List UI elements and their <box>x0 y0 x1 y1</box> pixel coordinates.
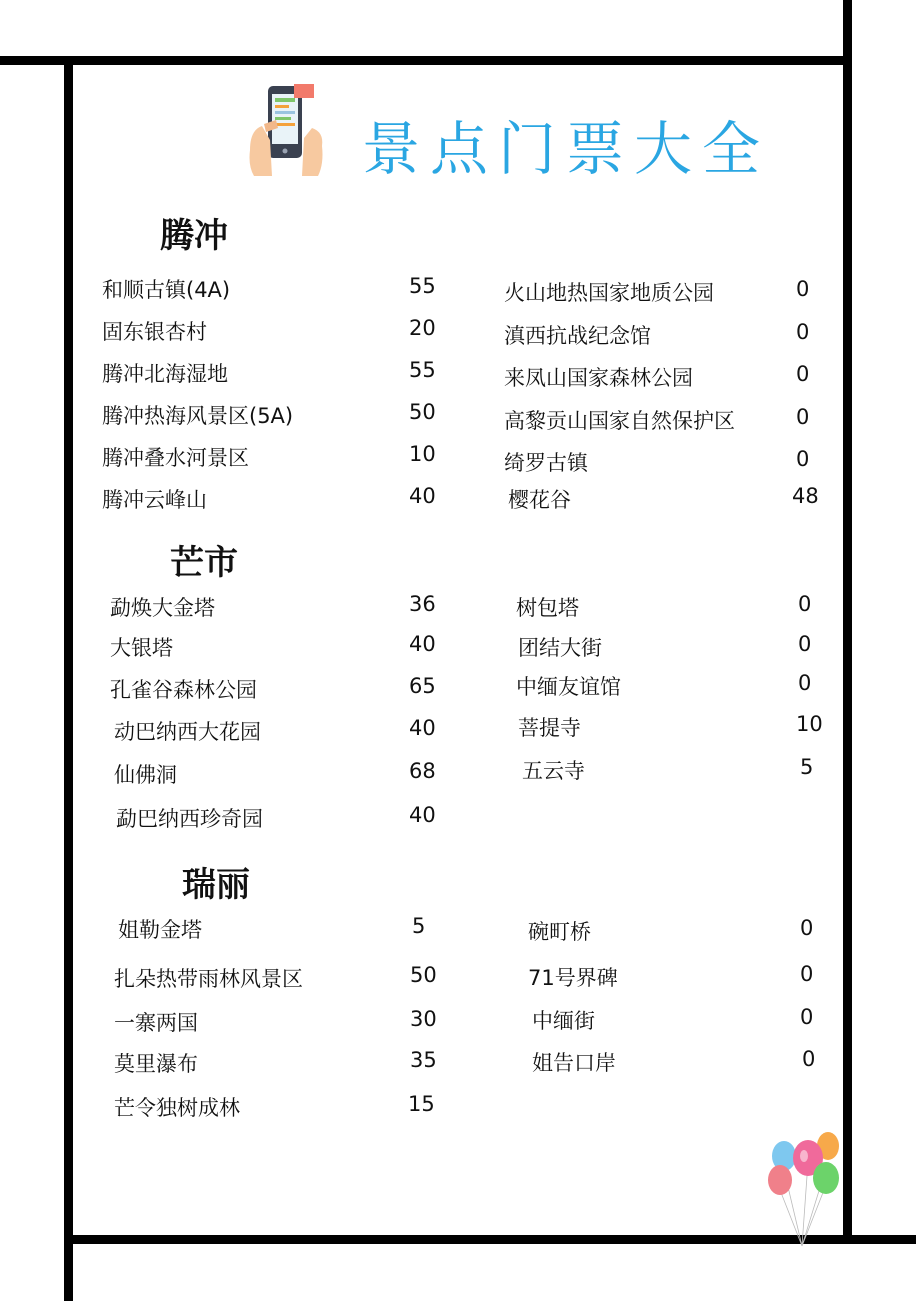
list-item <box>102 400 442 430</box>
attraction-name: 腾冲北海湿地 <box>102 362 228 386</box>
attraction-name: 勐巴纳西珍奇园 <box>116 807 263 831</box>
ticket-price: 40 <box>409 803 436 827</box>
attraction-name: 中缅友谊馆 <box>516 675 621 699</box>
list-item <box>528 916 818 946</box>
ticket-price: 5 <box>412 914 426 938</box>
list-item <box>118 914 442 944</box>
list-item <box>114 1092 442 1122</box>
ticket-price: 68 <box>409 759 436 783</box>
list-item <box>114 716 442 746</box>
page-title: 景点门票大全 <box>362 115 771 183</box>
ticket-price: 20 <box>409 316 436 340</box>
ticket-price: 50 <box>409 400 436 424</box>
attraction-name: 樱花谷 <box>508 488 571 512</box>
list-item <box>516 592 816 622</box>
attraction-name: 高黎贡山国家自然保护区 <box>504 409 735 433</box>
attraction-name: 来凤山国家森林公园 <box>504 366 693 390</box>
ticket-price: 0 <box>798 671 812 695</box>
ticket-price: 55 <box>409 274 436 298</box>
attraction-name: 芒令独树成林 <box>114 1096 240 1120</box>
attraction-name: 一寨两国 <box>114 1011 198 1035</box>
ticket-price: 40 <box>409 632 436 656</box>
ticket-price: 0 <box>802 1047 816 1071</box>
list-item <box>532 1047 818 1077</box>
list-item <box>116 803 442 833</box>
attraction-name: 腾冲热海风景区(5A) <box>102 404 294 428</box>
attraction-name: 姐告口岸 <box>532 1051 616 1075</box>
attraction-name: 仙佛洞 <box>114 763 177 787</box>
list-item <box>504 320 824 350</box>
frame-top-line <box>0 56 852 65</box>
attraction-name: 中缅街 <box>532 1009 595 1033</box>
list-item <box>516 671 816 701</box>
attraction-name: 菩提寺 <box>518 716 581 740</box>
list-item <box>528 962 818 992</box>
list-item <box>114 759 442 789</box>
frame-right-line <box>843 0 852 1240</box>
list-item <box>504 277 824 307</box>
ticket-price: 0 <box>800 1005 814 1029</box>
ticket-price: 0 <box>796 447 810 471</box>
ticket-price: 0 <box>798 632 812 656</box>
ticket-price: 55 <box>409 358 436 382</box>
list-item <box>102 316 442 346</box>
phone-in-hands-icon <box>246 80 326 180</box>
ticket-price: 40 <box>409 716 436 740</box>
attraction-name: 动巴纳西大花园 <box>114 720 261 744</box>
list-item <box>102 274 442 304</box>
attraction-name: 碗町桥 <box>528 920 591 944</box>
page-header <box>246 80 771 190</box>
list-item <box>110 632 442 662</box>
list-item <box>504 447 824 477</box>
attraction-name: 团结大街 <box>518 636 602 660</box>
attraction-name: 孔雀谷森林公园 <box>110 678 257 702</box>
attraction-name: 71号界碑 <box>528 966 618 990</box>
attraction-name: 和顺古镇(4A) <box>102 278 231 302</box>
attraction-name: 姐勒金塔 <box>118 918 202 942</box>
attraction-name: 腾冲叠水河景区 <box>102 446 249 470</box>
list-item <box>110 592 442 622</box>
ticket-price: 0 <box>796 277 810 301</box>
list-item <box>518 712 826 742</box>
ticket-price: 40 <box>409 484 436 508</box>
list-item <box>102 358 442 388</box>
ticket-price: 15 <box>408 1092 435 1116</box>
list-item <box>504 362 824 392</box>
ticket-price: 0 <box>796 320 810 344</box>
ticket-price: 35 <box>410 1048 437 1072</box>
balloons-icon <box>762 1128 842 1248</box>
attraction-name: 勐焕大金塔 <box>110 596 215 620</box>
ticket-price: 10 <box>796 712 823 736</box>
list-item <box>110 674 442 704</box>
ticket-price: 36 <box>409 592 436 616</box>
attraction-name: 固东银杏村 <box>102 320 207 344</box>
attraction-name: 火山地热国家地质公园 <box>504 281 714 305</box>
section-title-ruili: 瑞丽 <box>182 865 250 905</box>
ticket-price: 30 <box>410 1007 437 1031</box>
attraction-name: 五云寺 <box>522 759 585 783</box>
section-title-tengchong: 腾冲 <box>160 216 228 256</box>
ticket-price: 10 <box>409 442 436 466</box>
attraction-name: 绮罗古镇 <box>504 451 588 475</box>
list-item <box>102 442 442 472</box>
ticket-price: 0 <box>796 362 810 386</box>
section-title-mangshi: 芒市 <box>170 543 238 583</box>
ticket-price: 50 <box>410 963 437 987</box>
list-item <box>114 963 442 993</box>
ticket-price: 65 <box>409 674 436 698</box>
ticket-price: 0 <box>800 962 814 986</box>
list-item <box>508 484 824 514</box>
ticket-price: 0 <box>798 592 812 616</box>
attraction-name: 扎朵热带雨林风景区 <box>114 967 303 991</box>
ticket-price: 5 <box>800 755 814 779</box>
ticket-price: 0 <box>796 405 810 429</box>
list-item <box>114 1007 442 1037</box>
ticket-price: 0 <box>800 916 814 940</box>
frame-left-line <box>64 56 73 1301</box>
attraction-name: 滇西抗战纪念馆 <box>504 324 651 348</box>
list-item <box>504 405 824 435</box>
list-item <box>114 1048 442 1078</box>
ticket-price: 48 <box>792 484 819 508</box>
attraction-name: 腾冲云峰山 <box>102 488 207 512</box>
attraction-name: 树包塔 <box>516 596 579 620</box>
list-item <box>518 632 816 662</box>
attraction-name: 莫里瀑布 <box>114 1052 198 1076</box>
attraction-name: 大银塔 <box>110 636 173 660</box>
list-item <box>532 1005 818 1035</box>
list-item <box>522 755 818 785</box>
list-item <box>102 484 442 514</box>
